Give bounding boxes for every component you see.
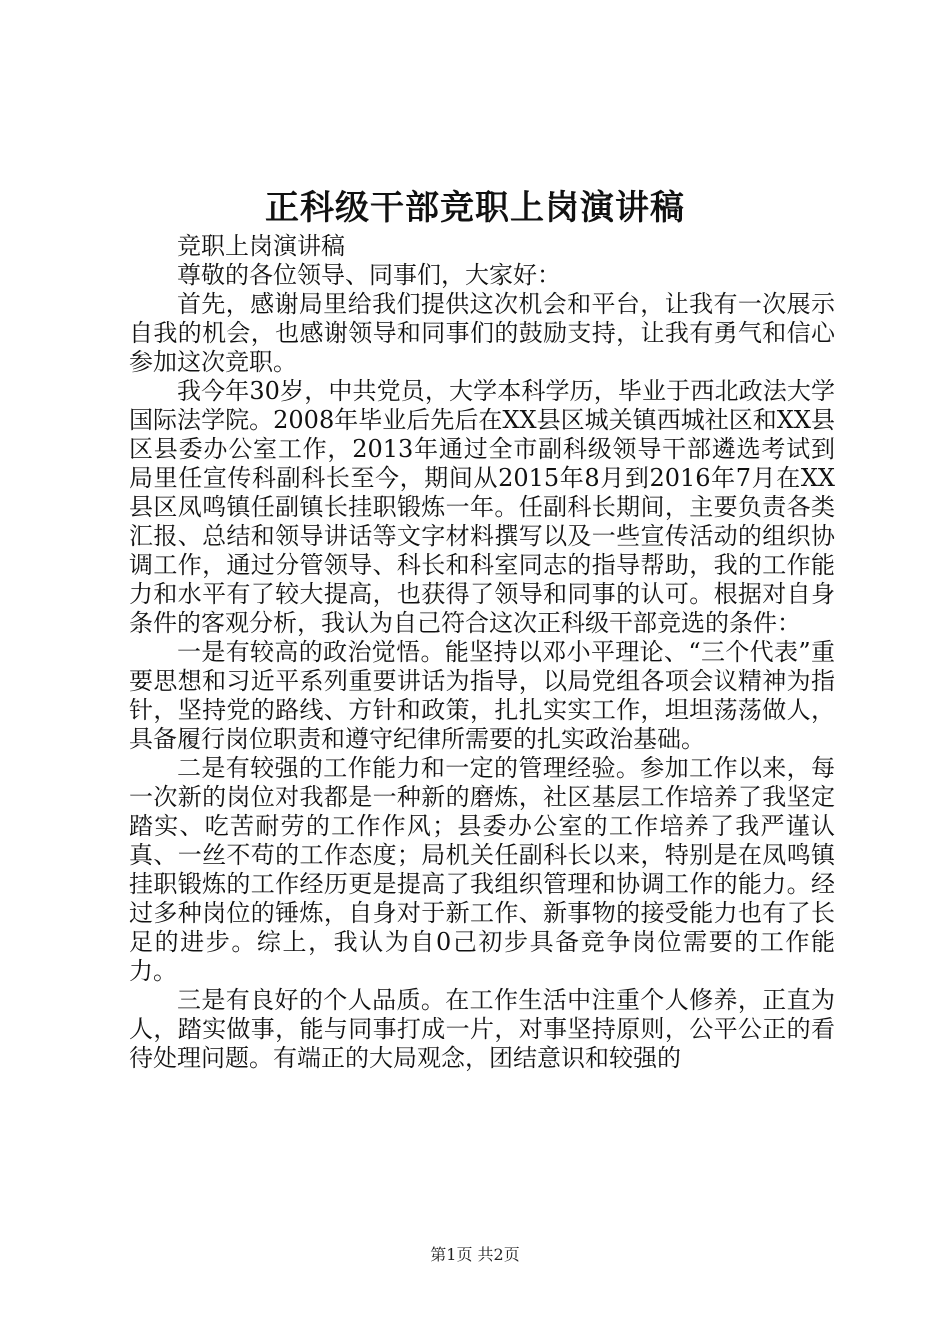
page-number-footer: 第1页 共2页 [430,1245,520,1264]
paragraph-point-two: 二是有较强的工作能力和一定的管理经验。参加工作以来，每一次新的岗位对我都是一种新的磨炼，社区基层工作培养了我坚定踏实、吃苦耐劳的工作作风；县委办公室的工作培养了我严谨认真、一丝不苟的工作态度；局机关任副科长以来，特别是在凤鸣镇挂职锻炼的工作经历更是提高了我组织管理和协调工作的能力。经过多种岗位的锤炼，自身对于新工作、新事物的接受能力也有了长足的进步。综上，我认为自0己初步具备竞争岗位需要的工作能力。 [129,754,835,985]
paragraph-background: 我今年30岁，中共党员，大学本科学历，毕业于西北政法大学国际法学院。2008年毕业后先后在XX县区城关镇西城社区和XX县区县委办公室工作，2013年通过全市副科级领导干部遴选考试到局里任宣传科副科长至今，期间从2015年8月到2016年7月在XX县区凤鸣镇任副镇长挂职锻炼一年。任副科长期间，主要负责各类汇报、总结和领导讲话等文字材料撰写以及一些宣传活动的组织协调工作，通过分管领导、科长和科室同志的指导帮助，我的工作能力和水平有了较大提高，也获得了领导和同事的认可。根据对自身条件的客观分析，我认为自己符合这次正科级干部竞选的条件： [129,377,835,637]
paragraph-point-one: 一是有较高的政治觉悟。能坚持以邓小平理论、“三个代表”重要思想和习近平系列重要讲话为指导，以局党组各项会议精神为指针，坚持党的路线、方针和政策，扎扎实实工作，坦坦荡荡做人，具备履行岗位职责和遵守纪律所需要的扎实政治基础。 [129,638,835,753]
document-body [129,232,835,1073]
document-title: 正科级干部竞职上岗演讲稿 [265,188,685,228]
paragraph-point-three: 三是有良好的个人品质。在工作生活中注重个人修养，正直为人，踏实做事，能与同事打成一片，对事坚持原则，公平公正的看待处理问题。有端正的大局观念，团结意识和较强的 [129,986,835,1072]
paragraph-heading: 竞职上岗演讲稿 [177,232,345,260]
paragraph-thanks: 首先，感谢局里给我们提供这次机会和平台，让我有一次展示自我的机会，也感谢领导和同事们的鼓励支持，让我有勇气和信心参加这次竞职。 [129,290,835,376]
paragraph-greeting: 尊敬的各位领导、同事们，大家好： [177,261,561,289]
